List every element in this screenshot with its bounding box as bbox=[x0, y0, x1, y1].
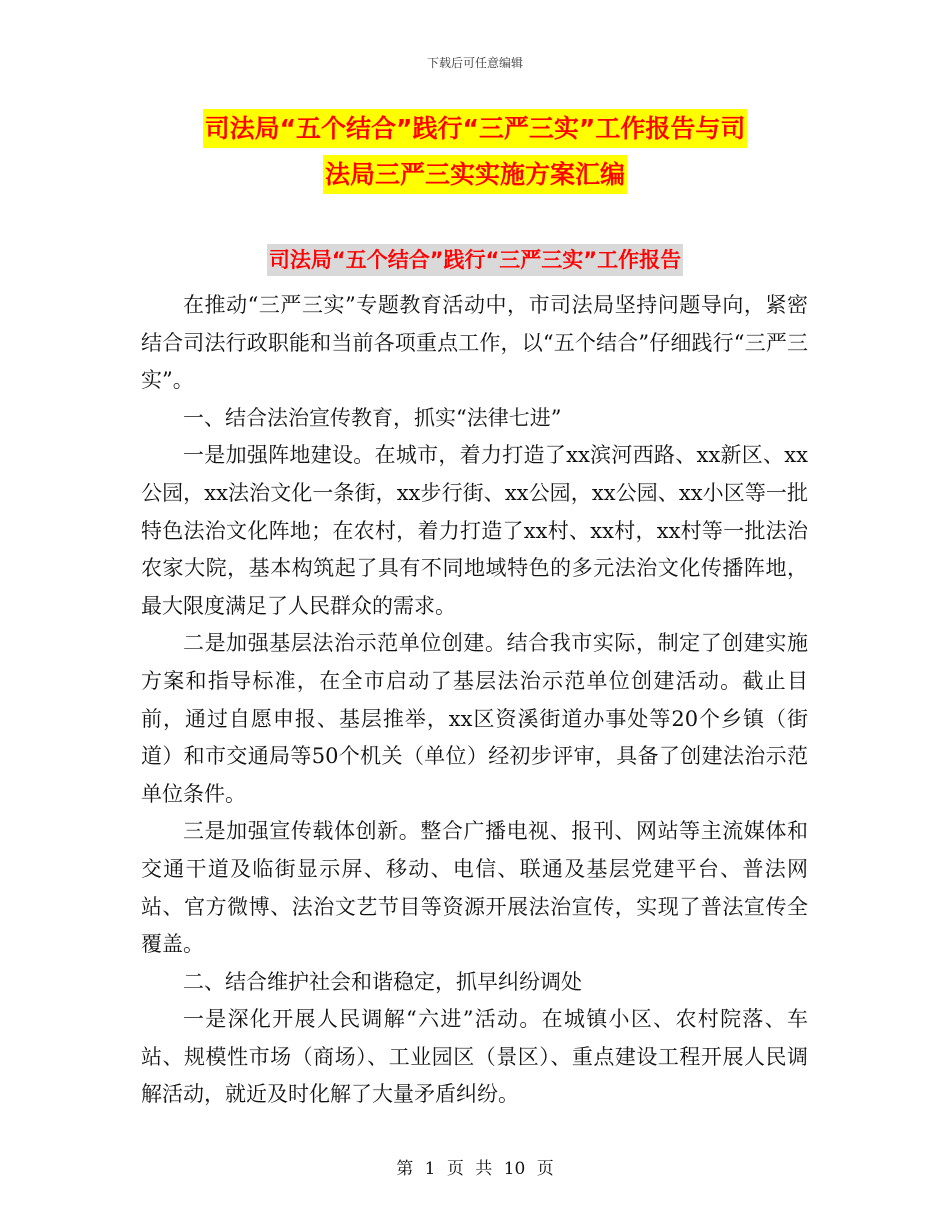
document-title-line-1-text: 司法局“五个结合”践行“三严三实”工作报告与司 bbox=[203, 109, 748, 148]
paragraph: 一是深化开展人民调解“六进”活动。在城镇小区、农村院落、车站、规模性市场（商场）、工业园区（景区）、重点建设工程开展人民调解活动，就近及时化解了大量矛盾纠纷。 bbox=[141, 1007, 808, 1107]
header-note: 下载后可任意编辑 bbox=[426, 56, 523, 70]
section-title-text: 司法局“五个结合”践行“三严三实”工作报告 bbox=[267, 244, 683, 276]
document-title-line-1 bbox=[0, 116, 950, 141]
paragraph: 二是加强基层法治示范单位创建。结合我市实际，制定了创建实施方案和指导标准，在全市启动了基层法治示范单位创建活动。截止目前，通过自愿申报、基层推举，xx区资溪街道办事处等20个乡镇（街道）和市交通局等50个机关（单位）经初步评审，具备了创建法治示范单位条件。 bbox=[141, 631, 808, 806]
paragraph: 三是加强宣传载体创新。整合广播电视、报刊、网站等主流媒体和交通干道及临街显示屏、移动、电信、联通及基层党建平台、普法网站、官方微博、法治文艺节目等资源开展法治宣传，实现了普法宣传全覆盖。 bbox=[141, 819, 808, 957]
page-footer: 第 1 页 共 10 页 bbox=[396, 1159, 554, 1179]
heading-section-2: 二、结合维护社会和谐稳定，抓早纠纷调处 bbox=[183, 969, 582, 994]
paragraph-intro: 在推动“三严三实”专题教育活动中，市司法局坚持问题导向，紧密结合司法行政职能和当前各项重点工作，以“五个结合”仔细践行“三严三实”。 bbox=[141, 293, 808, 393]
paragraph: 一是加强阵地建设。在城市，着力打造了xx滨河西路、xx新区、xx公园，xx法治文化一条街，xx步行街、xx公园，xx公园、xx小区等一批特色法治文化阵地；在农村，着力打造了xx村、xx村，xx村等一批法治农家大院，基本构筑起了具有不同地域特色的多元法治文化传播阵地，最大限度满足了人民群众的需求。 bbox=[141, 443, 808, 618]
document-title-line-2 bbox=[0, 162, 950, 187]
document-title-line-2-text: 法局三严三实实施方案汇编 bbox=[323, 155, 627, 194]
section-title bbox=[0, 250, 950, 271]
heading-section-1: 一、结合法治宣传教育，抓实“法律七进” bbox=[183, 405, 562, 430]
document-body bbox=[141, 287, 808, 1114]
